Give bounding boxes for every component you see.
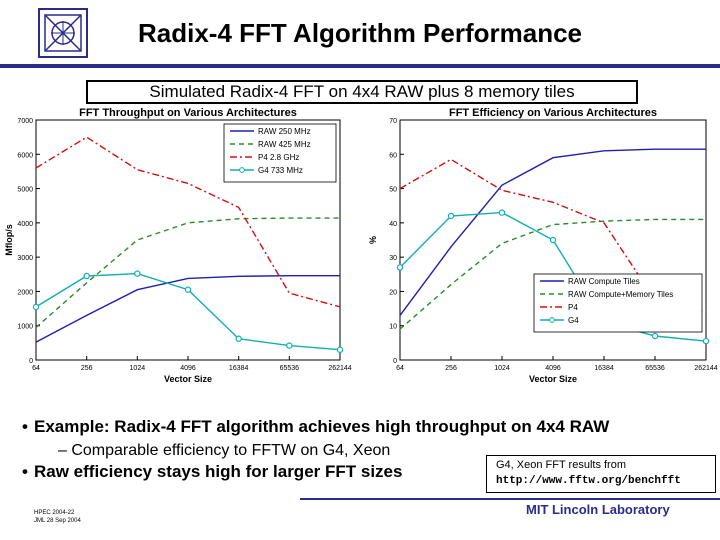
footer-date: JML 28 Sep 2004 <box>34 518 81 524</box>
y-tick-label: 3000 <box>17 255 33 263</box>
bullet-dot: • <box>22 417 28 436</box>
y-axis-label: % <box>368 235 378 245</box>
x-axis-label: Vector Size <box>163 374 213 384</box>
x-tick-label: 64 <box>32 365 40 372</box>
legend-label: RAW Compute+Memory Tiles <box>568 290 674 299</box>
series-line-1 <box>36 218 340 327</box>
y-tick-label: 1000 <box>17 323 33 331</box>
y-tick-label: 70 <box>389 118 397 125</box>
legend-marker <box>550 318 555 323</box>
x-tick-label: 16384 <box>594 365 614 372</box>
bullet-dot: • <box>22 462 28 481</box>
x-tick-label: 4096 <box>545 365 561 372</box>
title-divider <box>0 64 720 68</box>
legend-label: RAW Compute Tiles <box>568 277 640 286</box>
legend-label: G4 <box>568 316 579 325</box>
data-point <box>185 287 190 292</box>
legend-label: P4 <box>568 303 578 312</box>
y-tick-label: 60 <box>389 152 397 160</box>
y-tick-label: 30 <box>389 255 397 263</box>
page-title: Radix-4 FFT Algorithm Performance <box>138 18 582 48</box>
y-tick-label: 20 <box>389 289 397 297</box>
efficiency-chart <box>360 100 720 390</box>
chart-title: FFT Throughput on Various Architectures <box>79 107 297 119</box>
series-line-0 <box>36 276 340 343</box>
legend-marker <box>240 168 245 173</box>
data-point <box>337 347 342 352</box>
x-tick-label: 256 <box>445 365 457 372</box>
y-tick-label: 0 <box>29 358 33 365</box>
legend-label: P4 2.8 GHz <box>258 153 300 162</box>
lab-name: MIT Lincoln Laboratory <box>526 502 670 517</box>
x-tick-label: 256 <box>80 365 93 372</box>
data-point <box>499 210 504 215</box>
y-tick-label: 0 <box>393 358 397 365</box>
legend-label: RAW 425 MHz <box>258 140 311 149</box>
x-tick-label: 64 <box>396 365 404 372</box>
data-point <box>33 304 38 309</box>
y-axis-label: Mflop/s <box>4 224 14 256</box>
data-point <box>287 343 292 348</box>
y-tick-label: 40 <box>389 220 397 228</box>
chart-title: FFT Efficiency on Various Architectures <box>448 107 658 119</box>
x-tick-label: 1024 <box>494 365 510 372</box>
bullet-1 <box>22 417 609 437</box>
mit-ll-logo <box>36 6 90 60</box>
bullet-1-text: Example: Radix-4 FFT algorithm achieves high throughput on 4x4 RAW <box>34 417 610 436</box>
x-tick-label: 65536 <box>645 365 665 372</box>
x-tick-label: 16384 <box>228 365 249 372</box>
y-tick-label: 50 <box>389 186 397 194</box>
legend-label: RAW 250 MHz <box>258 127 311 136</box>
data-point <box>448 213 453 218</box>
series-line-3 <box>36 274 340 350</box>
data-point <box>135 271 140 276</box>
bullet-2 <box>22 462 402 482</box>
y-tick-label: 2000 <box>17 289 33 297</box>
y-tick-label: 6000 <box>17 152 33 160</box>
x-tick-label: 262144 <box>694 365 718 372</box>
bullet-2-text: Raw efficiency stays high for larger FFT sizes <box>34 462 403 481</box>
footer-id: HPEC 2004-22 <box>34 510 75 516</box>
x-tick-label: 65536 <box>279 365 300 372</box>
data-point <box>397 265 402 270</box>
reference-url[interactable]: http://www.fftw.org/benchfft <box>496 475 681 487</box>
x-tick-label: 1024 <box>129 365 146 372</box>
sub-bullet-1: – Comparable efficiency to FFTW on G4, Xeon <box>58 442 391 459</box>
data-point <box>550 237 555 242</box>
data-point <box>703 339 708 344</box>
data-point <box>652 333 657 338</box>
data-point <box>84 273 89 278</box>
y-tick-label: 10 <box>389 323 397 331</box>
y-tick-label: 5000 <box>17 186 33 194</box>
x-tick-label: 262144 <box>328 365 352 372</box>
reference-note-text: G4, Xeon FFT results from <box>496 459 627 471</box>
footer-divider <box>300 498 720 500</box>
data-point <box>236 336 241 341</box>
y-tick-label: 7000 <box>17 118 33 125</box>
x-tick-label: 4096 <box>180 365 196 372</box>
legend-label: G4 733 MHz <box>258 166 303 175</box>
throughput-chart <box>0 100 360 390</box>
chart-caption: Simulated Radix-4 FFT on 4x4 RAW plus 8 memory tiles <box>149 82 575 101</box>
x-axis-label: Vector Size <box>528 374 578 384</box>
y-tick-label: 4000 <box>17 220 33 228</box>
